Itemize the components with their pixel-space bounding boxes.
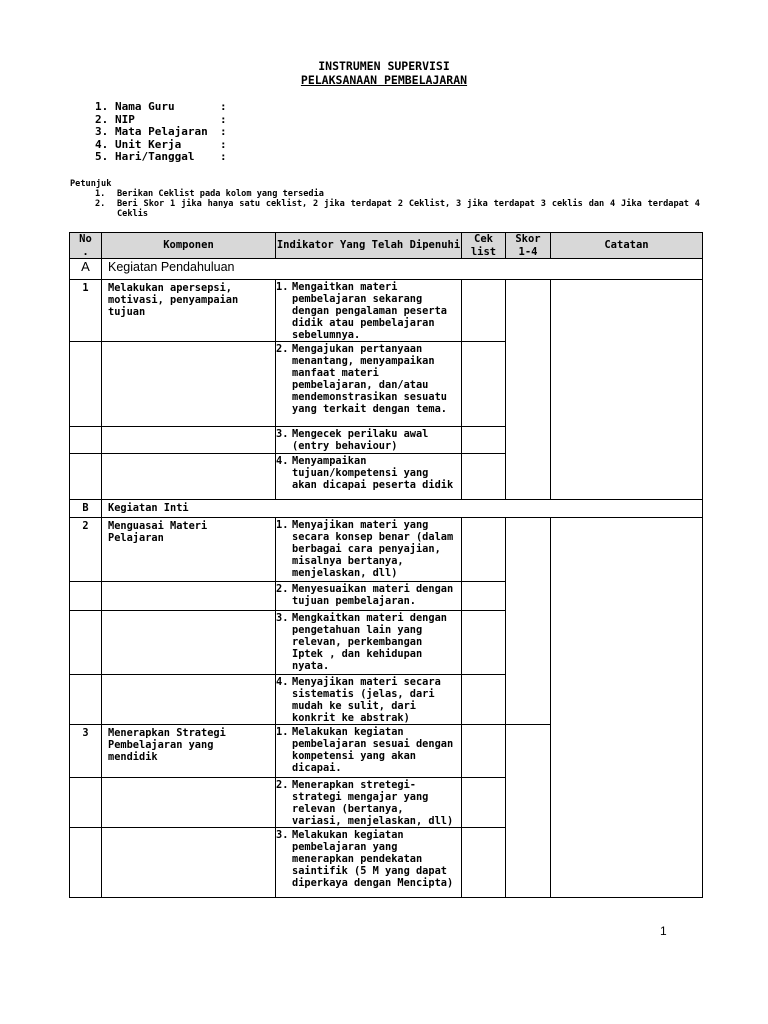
indicator-cell	[276, 454, 462, 500]
row-number	[70, 454, 102, 500]
info-label-hari-tanggal: Hari/Tanggal	[115, 150, 195, 163]
instruction-text: Berikan Ceklist pada kolom yang tersedia	[117, 189, 324, 199]
indicator-text: Mengkaitkan materi dengan pengetahuan lain yang relevan, perkembangan Iptek , dan kehidupan nyata.	[292, 612, 447, 672]
section-letter: B	[70, 500, 102, 518]
info-label-nama-guru: Nama Guru	[115, 100, 175, 113]
instruction-number: 1.	[95, 189, 106, 199]
header-ceklist: Cek list	[462, 233, 506, 259]
title-line-2: PELAKSANAAN PEMBELAJARAN	[300, 73, 468, 87]
info-label-nip: NIP	[115, 112, 135, 126]
instructions	[70, 179, 700, 219]
indicator-cell	[276, 778, 462, 828]
header-skor: Skor 1-4	[506, 233, 551, 259]
row-number	[70, 427, 102, 454]
indicator-cell	[276, 518, 462, 582]
row-number	[70, 611, 102, 675]
document-title	[0, 59, 768, 87]
row-number: 2	[70, 518, 102, 582]
header-no: No .	[70, 233, 102, 259]
indicator-number: 3.	[276, 428, 289, 440]
indicator-cell	[276, 725, 462, 778]
indicator-cell	[276, 828, 462, 898]
title-line-1: INSTRUMEN SUPERVISI	[318, 59, 450, 73]
indicator-number: 3.	[276, 612, 289, 624]
indicator-text: Menyampaikan tujuan/kompetensi yang akan dicapai peserta didik	[292, 455, 454, 491]
row-komponen	[102, 675, 276, 725]
info-row	[95, 101, 227, 114]
row-komponen	[102, 611, 276, 675]
table-row	[70, 518, 703, 582]
indicator-cell	[276, 280, 462, 342]
catatan-cell[interactable]	[551, 280, 703, 500]
header-catatan: Catatan	[551, 233, 703, 259]
ceklist-cell[interactable]	[462, 582, 506, 611]
ceklist-cell[interactable]	[462, 725, 506, 778]
catatan-cell[interactable]	[551, 518, 703, 898]
info-label-mata-pelajaran: Mata Pelajaran	[115, 125, 208, 138]
row-komponen	[102, 427, 276, 454]
indicator-text: Mengecek perilaku awal (entry behaviour)	[292, 428, 429, 452]
indicator-cell	[276, 611, 462, 675]
skor-cell[interactable]	[506, 725, 551, 898]
indicator-text: Menyajikan materi secara sistematis (jelas, dari mudah ke sulit, dari konkrit ke abstrak)	[292, 676, 441, 724]
row-number: 3	[70, 725, 102, 778]
info-separator: :	[220, 100, 227, 113]
indicator-cell	[276, 582, 462, 611]
info-separator: :	[220, 150, 227, 163]
instruction-number: 2.	[95, 199, 106, 209]
ceklist-cell[interactable]	[462, 427, 506, 454]
info-number: 3.	[95, 125, 109, 138]
indicator-text: Melakukan kegiatan pembelajaran yang menerapkan pendekatan saintifik (5 M yang dapat diperkaya dengan Mencipta)	[292, 829, 454, 889]
section-letter: A	[70, 259, 102, 280]
identity-fields	[95, 101, 227, 164]
info-separator: :	[220, 125, 227, 138]
indicator-text: Menerapkan stretegi-strategi mengajar yang relevan (bertanya, variasi, menjelaskan, dll)	[292, 779, 454, 827]
row-number	[70, 675, 102, 725]
table-row	[70, 280, 703, 342]
page-number: 1	[660, 924, 667, 938]
supervision-table	[69, 232, 703, 898]
instruction-item	[95, 189, 700, 199]
skor-cell[interactable]	[506, 518, 551, 725]
indicator-cell	[276, 675, 462, 725]
ceklist-cell[interactable]	[462, 778, 506, 828]
section-label: Kegiatan Pendahuluan	[102, 259, 703, 280]
info-number: 4.	[95, 137, 109, 151]
indicator-text: Menyajikan materi yang secara konsep benar (dalam berbagai cara penyajian, misalnya bertanya, menjelaskan, dll)	[292, 519, 454, 579]
indicator-cell	[276, 342, 462, 427]
instruction-item	[95, 199, 700, 219]
section-label: Kegiatan Inti	[102, 500, 703, 518]
row-number	[70, 342, 102, 427]
ceklist-cell[interactable]	[462, 828, 506, 898]
indicator-text: Menyesuaikan materi dengan tujuan pembelajaran.	[292, 583, 454, 607]
indicator-number: 3.	[276, 829, 289, 841]
info-separator: :	[220, 112, 227, 126]
row-number	[70, 778, 102, 828]
indicator-number: 2.	[276, 779, 289, 791]
row-komponen: Menerapkan Strategi Pembelajaran yang mendidik	[102, 725, 276, 778]
indicator-number: 2.	[276, 583, 289, 595]
table-header-row	[70, 233, 703, 259]
indicator-number: 4.	[276, 676, 289, 688]
row-komponen: Melakukan apersepsi, motivasi, penyampaian tujuan	[102, 280, 276, 342]
ceklist-cell[interactable]	[462, 454, 506, 500]
indicator-number: 1.	[276, 281, 289, 293]
info-row	[95, 151, 227, 164]
ceklist-cell[interactable]	[462, 518, 506, 582]
indicator-text: Mengaitkan materi pembelajaran sekarang dengan pengalaman peserta didik atau pembelajaran sebelumnya.	[292, 281, 447, 341]
header-indikator: Indikator Yang Telah Dipenuhi	[276, 233, 462, 259]
skor-cell[interactable]	[506, 280, 551, 500]
row-komponen	[102, 582, 276, 611]
indicator-number: 2.	[276, 343, 289, 355]
row-komponen	[102, 454, 276, 500]
indicator-text: Melakukan kegiatan pembelajaran sesuai dengan kompetensi yang akan dicapai.	[292, 726, 454, 774]
info-row	[95, 126, 227, 139]
row-komponen: Menguasai Materi Pelajaran	[102, 518, 276, 582]
info-separator: :	[220, 137, 227, 151]
info-label-unit-kerja: Unit Kerja	[115, 137, 182, 151]
ceklist-cell[interactable]	[462, 611, 506, 675]
ceklist-cell[interactable]	[462, 280, 506, 342]
ceklist-cell[interactable]	[462, 675, 506, 725]
header-komponen: Komponen	[102, 233, 276, 259]
instruction-text: Beri Skor 1 jika hanya satu ceklist, 2 jika terdapat 2 Ceklist, 3 jika terdapat 3 ceklis dan 4 Jika terdapat 4 Ceklis	[117, 199, 700, 219]
info-number: 2.	[95, 112, 109, 126]
indicator-cell	[276, 427, 462, 454]
ceklist-cell[interactable]	[462, 342, 506, 427]
info-number: 5.	[95, 150, 109, 163]
section-row-b	[70, 500, 703, 518]
instructions-heading: Petunjuk	[70, 179, 112, 189]
row-komponen	[102, 778, 276, 828]
row-number	[70, 582, 102, 611]
info-number: 1.	[95, 100, 109, 113]
indicator-text: Mengajukan pertanyaan menantang, menyampaikan manfaat materi pembelajaran, dan/atau mendemonstrasikan sesuatu yang terkait dengan tema.	[292, 343, 447, 415]
indicator-number: 4.	[276, 455, 289, 467]
row-komponen	[102, 342, 276, 427]
row-komponen	[102, 828, 276, 898]
row-number	[70, 828, 102, 898]
indicator-number: 1.	[276, 726, 289, 738]
section-row-a	[70, 259, 703, 280]
indicator-number: 1.	[276, 519, 289, 531]
row-number: 1	[70, 280, 102, 342]
